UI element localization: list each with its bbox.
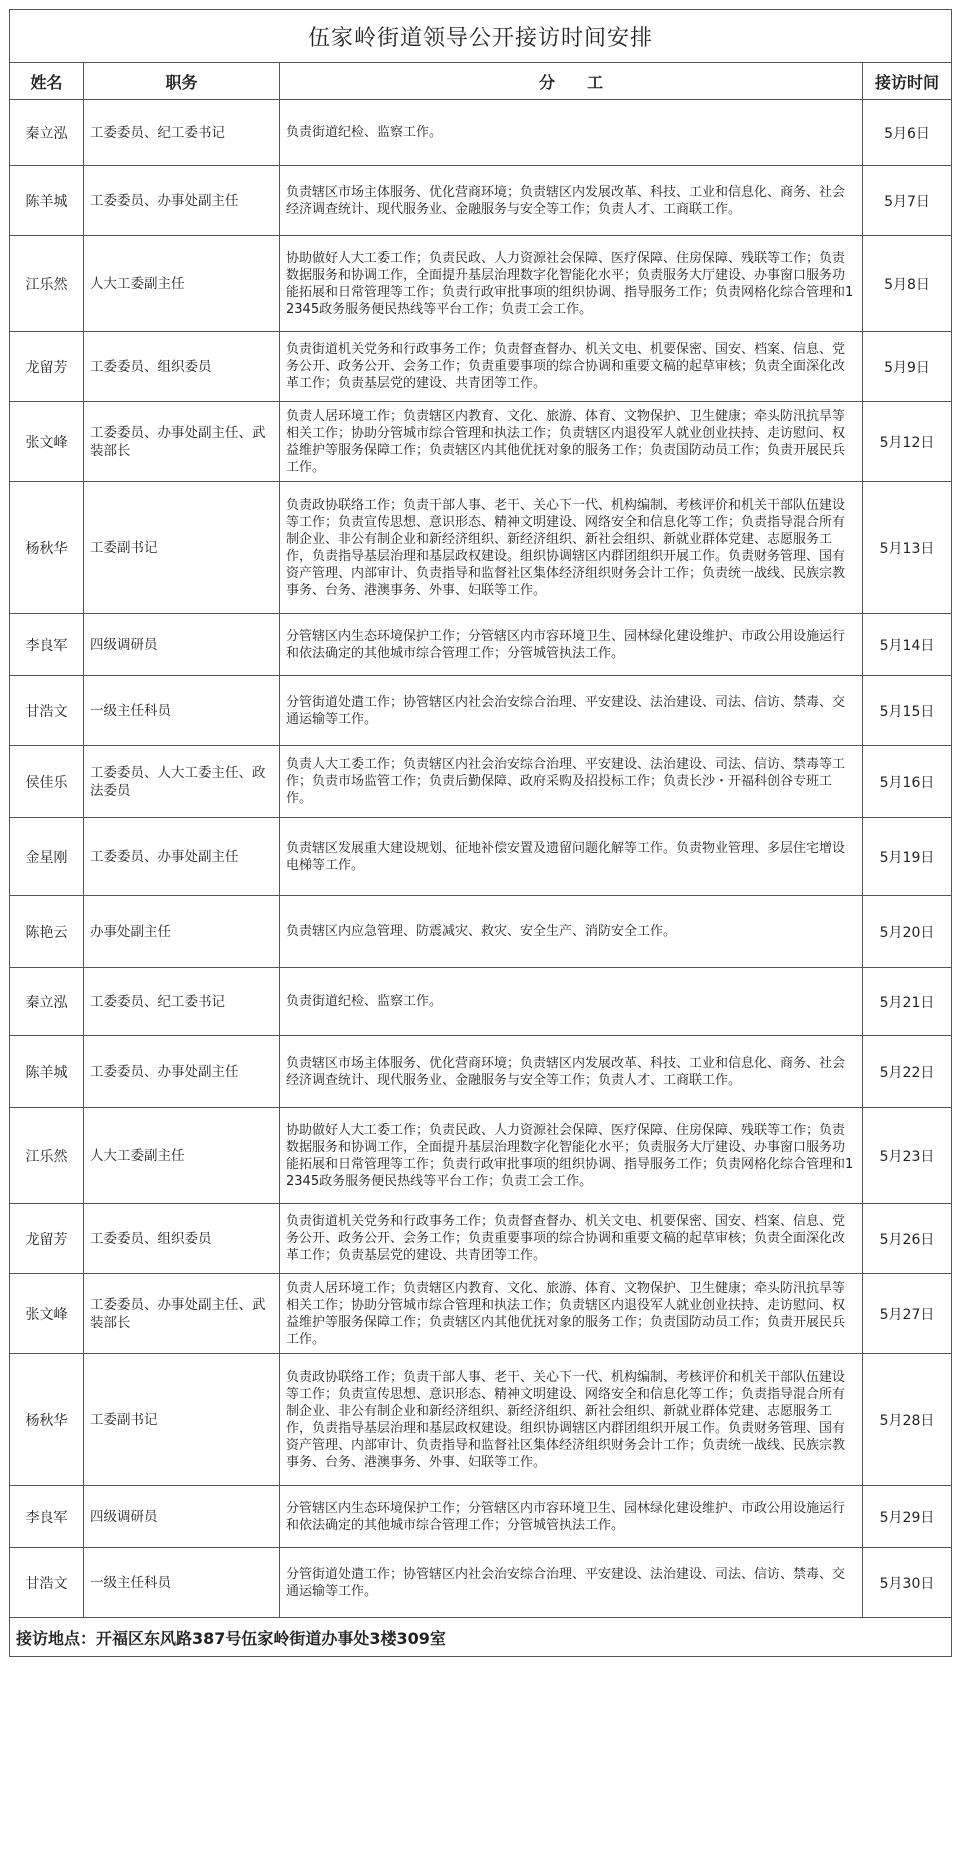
visit-date: 5月16日 [863,746,952,818]
table-row [10,1354,952,1486]
leader-duty: 负责街道机关党务和行政事务工作；负责督查督办、机关文电、机要保密、国安、档案、信息、党务公开、政务公开、会务工作；负责重要事项的综合协调和重要文稿的起草审核；负责全面深化改革工作；负责基层党的建设、共青团等工作。 [280,1204,863,1274]
header-date: 接访时间 [863,63,952,100]
table-row [10,332,952,402]
table-row [10,482,952,614]
leader-duty: 负责人居环境工作；负责辖区内教育、文化、旅游、体育、文物保护、卫生健康；牵头防汛抗旱等相关工作；协助分管城市综合管理和执法工作；负责辖区内退役军人就业创业扶持、走访慰问、权益维护等服务保障工作；负责辖区内其他优抚对象的服务工作；负责国防动员工作；负责开展民兵工作。 [280,402,863,482]
table-row [10,746,952,818]
leader-duty: 分管辖区内生态环境保护工作；分管辖区内市容环境卫生、园林绿化建设维护、市政公用设施运行和依法确定的其他城市综合管理工作；分管城管执法工作。 [280,1486,863,1548]
table-row [10,1548,952,1618]
visit-date: 5月12日 [863,402,952,482]
visit-date: 5月20日 [863,896,952,968]
leader-position: 工委副书记 [84,482,280,614]
leader-position: 工委委员、办事处副主任、武装部长 [84,402,280,482]
leader-duty: 分管街道处遣工作；协管辖区内社会治安综合治理、平安建设、法治建设、司法、信访、禁毒、交通运输等工作。 [280,676,863,746]
visit-date: 5月27日 [863,1274,952,1354]
leader-duty: 负责街道纪检、监察工作。 [280,968,863,1036]
leader-position: 一级主任科员 [84,676,280,746]
visit-date: 5月6日 [863,100,952,166]
table-row [10,1486,952,1548]
leader-position: 办事处副主任 [84,896,280,968]
table-header-row [10,63,952,100]
header-position: 职务 [84,63,280,100]
leader-name: 陈羊城 [10,1036,84,1108]
leader-duty: 负责辖区市场主体服务、优化营商环境；负责辖区内发展改革、科技、工业和信息化、商务、社会经济调查统计、现代服务业、金融服务与安全等工作；负责人才、工商联工作。 [280,1036,863,1108]
table-row [10,100,952,166]
leader-position: 一级主任科员 [84,1548,280,1618]
leader-position: 人大工委副主任 [84,236,280,332]
table-row [10,614,952,676]
leader-duty: 负责政协联络工作；负责干部人事、老干、关心下一代、机构编制、考核评价和机关干部队伍建设等工作；负责宣传思想、意识形态、精神文明建设、网络安全和信息化等工作；负责指导混合所有制企业、非公有制企业和新经济组织、新经济组织、新社会组织、新就业群体党建、志愿服务工作，负责指导基层治理和基层政权建设。组织协调辖区内群团组织开展工作。负责财务管理、国有资产管理、内部审计、负责指导和监督社区集体经济组织财务会计工作；负责统一战线、民族宗教事务、台务、港澳事务、外事、妇联等工作。 [280,482,863,614]
leader-duty: 协助做好人大工委工作；负责民政、人力资源社会保障、医疗保障、住房保障、残联等工作；负责数据服务和协调工作，全面提升基层治理数字化智能化水平；负责服务大厅建设、办事窗口服务功能拓展和日常管理等工作；负责行政审批事项的组织协调、指导服务工作；负责网格化综合管理和12345政务服务便民热线等平台工作；负责工会工作。 [280,1108,863,1204]
table-row [10,676,952,746]
leader-name: 甘浩文 [10,1548,84,1618]
visit-location: 接访地点：开福区东风路387号伍家岭街道办事处3楼309室 [10,1618,952,1657]
table-row [10,968,952,1036]
leader-position: 工委委员、办事处副主任 [84,818,280,896]
leader-position: 四级调研员 [84,1486,280,1548]
header-name: 姓名 [10,63,84,100]
leader-duty: 负责街道机关党务和行政事务工作；负责督查督办、机关文电、机要保密、国安、档案、信息、党务公开、政务公开、会务工作；负责重要事项的综合协调和重要文稿的起草审核；负责全面深化改革工作；负责基层党的建设、共青团等工作。 [280,332,863,402]
visit-date: 5月13日 [863,482,952,614]
leader-position: 工委委员、组织委员 [84,1204,280,1274]
visit-date: 5月22日 [863,1036,952,1108]
leader-position: 工委委员、人大工委主任、政法委员 [84,746,280,818]
table-row [10,1036,952,1108]
visit-date: 5月8日 [863,236,952,332]
table-body [10,100,952,1618]
leader-name: 杨秋华 [10,482,84,614]
leader-position: 工委委员、组织委员 [84,332,280,402]
leader-position: 四级调研员 [84,614,280,676]
leader-name: 杨秋华 [10,1354,84,1486]
leader-position: 人大工委副主任 [84,1108,280,1204]
leader-duty: 负责街道纪检、监察工作。 [280,100,863,166]
table-row [10,1108,952,1204]
leader-duty: 分管辖区内生态环境保护工作；分管辖区内市容环境卫生、园林绿化建设维护、市政公用设施运行和依法确定的其他城市综合管理工作；分管城管执法工作。 [280,614,863,676]
visit-date: 5月9日 [863,332,952,402]
leader-name: 陈艳云 [10,896,84,968]
leader-name: 陈羊城 [10,166,84,236]
table-row [10,402,952,482]
leader-duty: 协助做好人大工委工作；负责民政、人力资源社会保障、医疗保障、住房保障、残联等工作；负责数据服务和协调工作，全面提升基层治理数字化智能化水平；负责服务大厅建设、办事窗口服务功能拓展和日常管理等工作；负责行政审批事项的组织协调、指导服务工作；负责网格化综合管理和12345政务服务便民热线等平台工作；负责工会工作。 [280,236,863,332]
schedule-table [9,9,952,1657]
leader-name: 江乐然 [10,236,84,332]
leader-duty: 分管街道处遣工作；协管辖区内社会治安综合治理、平安建设、法治建设、司法、信访、禁毒、交通运输等工作。 [280,1548,863,1618]
leader-duty: 负责辖区市场主体服务、优化营商环境；负责辖区内发展改革、科技、工业和信息化、商务、社会经济调查统计、现代服务业、金融服务与安全等工作；负责人才、工商联工作。 [280,166,863,236]
leader-name: 李良军 [10,1486,84,1548]
visit-date: 5月7日 [863,166,952,236]
leader-name: 李良军 [10,614,84,676]
visit-date: 5月21日 [863,968,952,1036]
leader-name: 龙留芳 [10,1204,84,1274]
leader-name: 侯佳乐 [10,746,84,818]
visit-date: 5月15日 [863,676,952,746]
visit-date: 5月23日 [863,1108,952,1204]
leader-position: 工委副书记 [84,1354,280,1486]
leader-duty: 负责辖区内应急管理、防震减灾、救灾、安全生产、消防安全工作。 [280,896,863,968]
leader-duty: 负责辖区发展重大建设规划、征地补偿安置及遗留问题化解等工作。负责物业管理、多层住宅增设电梯等工作。 [280,818,863,896]
leader-position: 工委委员、办事处副主任、武装部长 [84,1274,280,1354]
leader-name: 张文峰 [10,1274,84,1354]
visit-date: 5月26日 [863,1204,952,1274]
table-row [10,1274,952,1354]
leader-duty: 负责人居环境工作；负责辖区内教育、文化、旅游、体育、文物保护、卫生健康；牵头防汛抗旱等相关工作；协助分管城市综合管理和执法工作；负责辖区内退役军人就业创业扶持、走访慰问、权益维护等服务保障工作；负责辖区内其他优抚对象的服务工作；负责国防动员工作；负责开展民兵工作。 [280,1274,863,1354]
table-row [10,1204,952,1274]
leader-duty: 负责政协联络工作；负责干部人事、老干、关心下一代、机构编制、考核评价和机关干部队伍建设等工作；负责宣传思想、意识形态、精神文明建设、网络安全和信息化等工作；负责指导混合所有制企业、非公有制企业和新经济组织、新经济组织、新社会组织、新就业群体党建、志愿服务工作，负责指导基层治理和基层政权建设。组织协调辖区内群团组织开展工作。负责财务管理、国有资产管理、内部审计、负责指导和监督社区集体经济组织财务会计工作；负责统一战线、民族宗教事务、台务、港澳事务、外事、妇联等工作。 [280,1354,863,1486]
leader-name: 龙留芳 [10,332,84,402]
leader-position: 工委委员、办事处副主任 [84,1036,280,1108]
visit-date: 5月28日 [863,1354,952,1486]
leader-position: 工委委员、纪工委书记 [84,100,280,166]
table-row [10,896,952,968]
leader-name: 江乐然 [10,1108,84,1204]
leader-position: 工委委员、纪工委书记 [84,968,280,1036]
page-title: 伍家岭街道领导公开接访时间安排 [10,10,952,63]
table-row [10,166,952,236]
header-duty: 分 工 [280,63,863,100]
leader-name: 秦立泓 [10,100,84,166]
leader-name: 金星刚 [10,818,84,896]
leader-position: 工委委员、办事处副主任 [84,166,280,236]
leader-duty: 负责人大工委工作；负责辖区内社会治安综合治理、平安建设、法治建设、司法、信访、禁毒等工作；负责市场监管工作；负责后勤保障、政府采购及招投标工作；负责长沙・开福科创谷专班工作。 [280,746,863,818]
leader-name: 秦立泓 [10,968,84,1036]
visit-date: 5月14日 [863,614,952,676]
leader-name: 甘浩文 [10,676,84,746]
visit-date: 5月19日 [863,818,952,896]
table-row [10,818,952,896]
visit-date: 5月30日 [863,1548,952,1618]
visit-date: 5月29日 [863,1486,952,1548]
leader-name: 张文峰 [10,402,84,482]
table-row [10,236,952,332]
